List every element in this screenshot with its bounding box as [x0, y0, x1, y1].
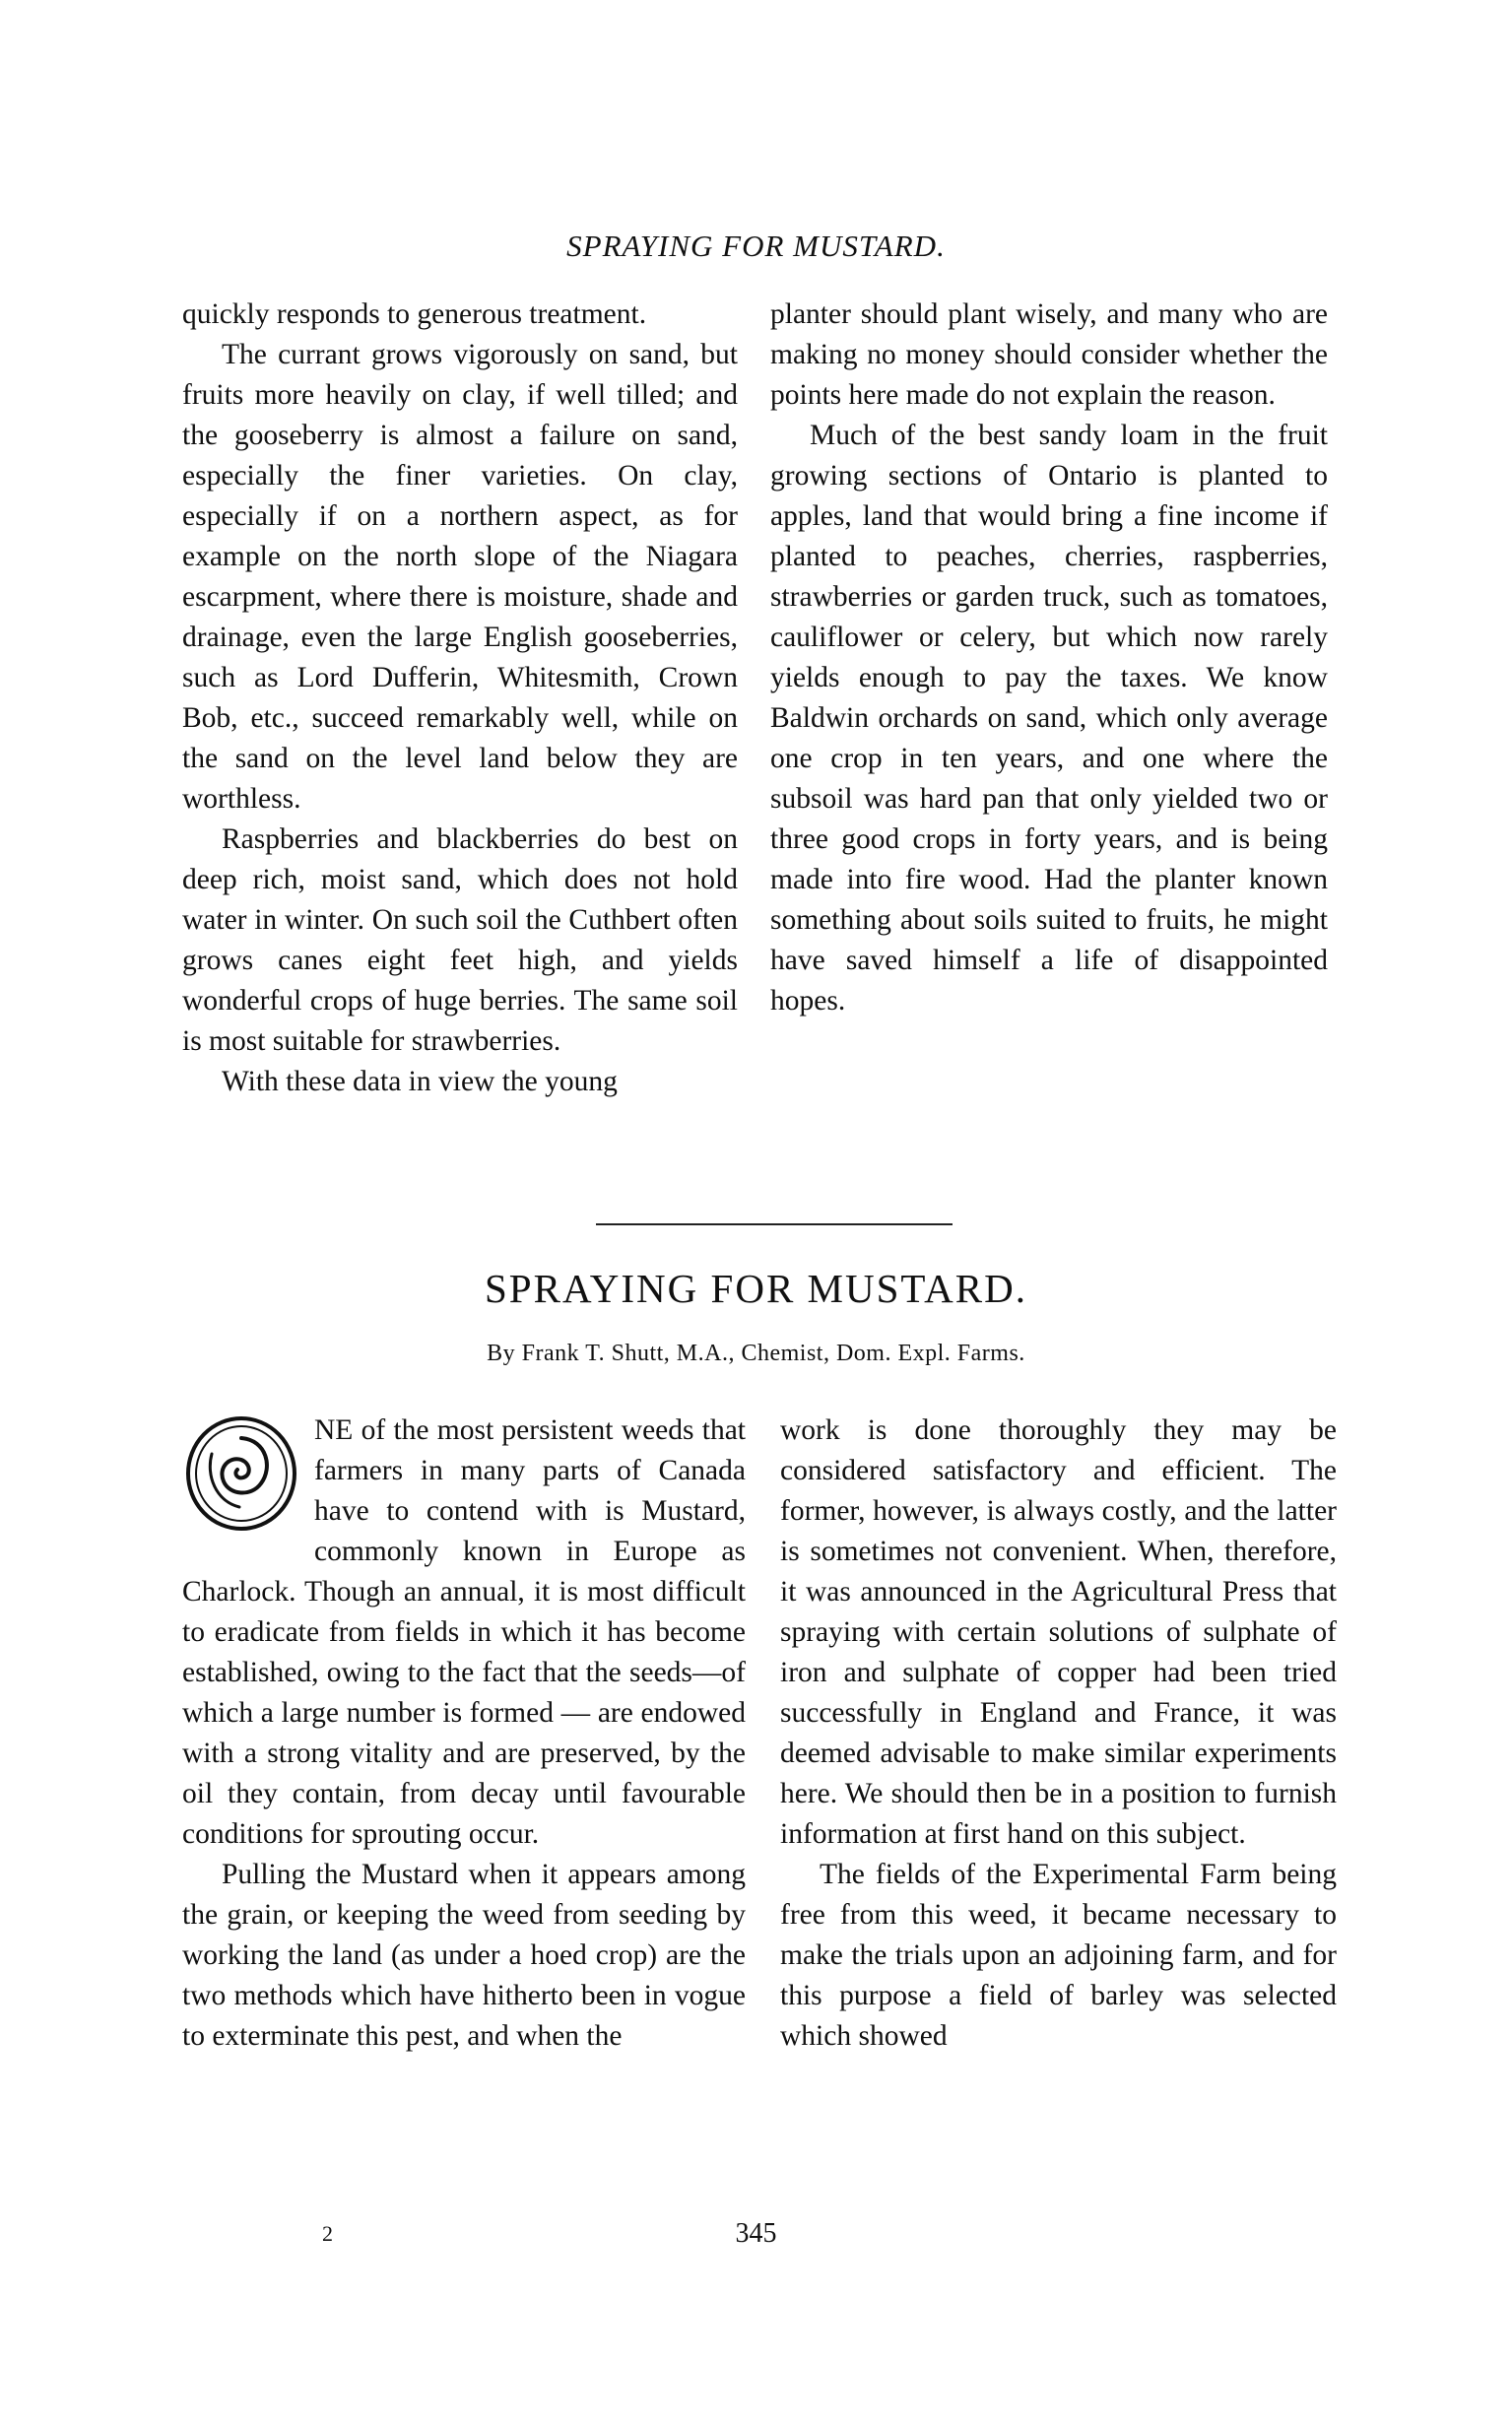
- top-right-column: [770, 295, 1328, 1021]
- article-byline: By Frank T. Shutt, M.A., Chemist, Dom. Expl. Farms.: [487, 1341, 1025, 1366]
- paragraph-sandy-loam: Much of the best sandy loam in the fruit growing sections of Ontario is planted to apples, land that would bring a fine income if planted to peaches, cherries, raspberries, strawberries or garden truck, such as tomatoes, cauliflower or celery, but which now rarely yields enough to pay the taxes. We know Baldwin orchards on sand, which only average one crop in ten years, and one where the subsoil was hard pan that only yielded two or three good crops in forty years, and is being made into fire wood. Had the planter known something about soils suited to fruits, he might have saved himself a life of disappointed hopes.: [770, 420, 1328, 1017]
- paragraph-continuation: quickly responds to generous treatment.: [182, 298, 647, 330]
- paragraph-work-is-done: work is done thoroughly they may be considered satisfactory and efficient. The former, however, is always costly, and the latter is sometimes not convenient. When, therefore, it was announced in the Agricultural Press that spraying with certain solutions of sulphate of iron and sulphate of copper had been tried successfully in England and France, it was deemed advisable to make similar experiments here. We should then be in a position to furnish information at first hand on this subject.: [780, 1414, 1337, 1850]
- drop-cap-letter: O: [240, 1527, 242, 1528]
- page-number: 345: [735, 2218, 777, 2249]
- article-left-column: [182, 1411, 746, 2057]
- paragraph-planter: planter should plant wisely, and many who are making no money should consider whether the points here made do not explain the reason.: [770, 298, 1328, 411]
- section-divider-rule: [596, 1223, 953, 1225]
- decorative-drop-cap-icon: [182, 1414, 300, 1533]
- top-left-column: [182, 295, 738, 1102]
- paragraph-one-of-the-most: NE of the most persistent weeds that farmers in many parts of Canada have to contend with is Mustard, commonly known in Europe as Charlock. Though an annual, it is most difficult to eradicate from fields in which it has become established, owing to the fact that the seeds—of which a large number is formed — are endowed with a strong vitality and are preserved, by the oil they contain, from decay until favourable conditions for sprouting occur.: [182, 1414, 746, 1850]
- paragraph-with-these-data: With these data in view the young: [222, 1066, 618, 1097]
- paragraph-pulling-the-mustard: Pulling the Mustard when it appears among the grain, or keeping the weed from seeding by working the land (as under a hoed crop) are the two methods which have hitherto been in vogue to exterminate this pest, and when the: [182, 1859, 746, 2052]
- paragraph-currant: The currant grows vigorously on sand, but fruits more heavily on clay, if well tilled; and the gooseberry is almost a failure on sand, especially the finer varieties. On clay, especially if on a northern aspect, as for example on the north slope of the Niagara escarpment, where there is moisture, shade and drainage, even the large English gooseberries, such as Lord Dufferin, Whitesmith, Crown Bob, etc., succeed remarkably well, while on the sand on the level land below they are worthless.: [182, 339, 738, 815]
- paragraph-raspberries: Raspberries and blackberries do best on deep rich, moist sand, which does not hold water in winter. On such soil the Cuthbert often grows canes eight feet high, and yields wonderful crops of huge berries. The same soil is most suitable for strawberries.: [182, 823, 738, 1057]
- article-title: SPRAYING FOR MUSTARD.: [485, 1266, 1027, 1311]
- drop-cap-o: [182, 1414, 308, 1533]
- paragraph-experimental-farm: The fields of the Experimental Farm being free from this weed, it became necessary to make the trials upon an adjoining farm, and for this purpose a field of barley was selected which showed: [780, 1859, 1337, 2052]
- running-head: SPRAYING FOR MUSTARD.: [566, 229, 946, 263]
- signature-mark: 2: [322, 2221, 333, 2246]
- article-right-column: [780, 1411, 1337, 2057]
